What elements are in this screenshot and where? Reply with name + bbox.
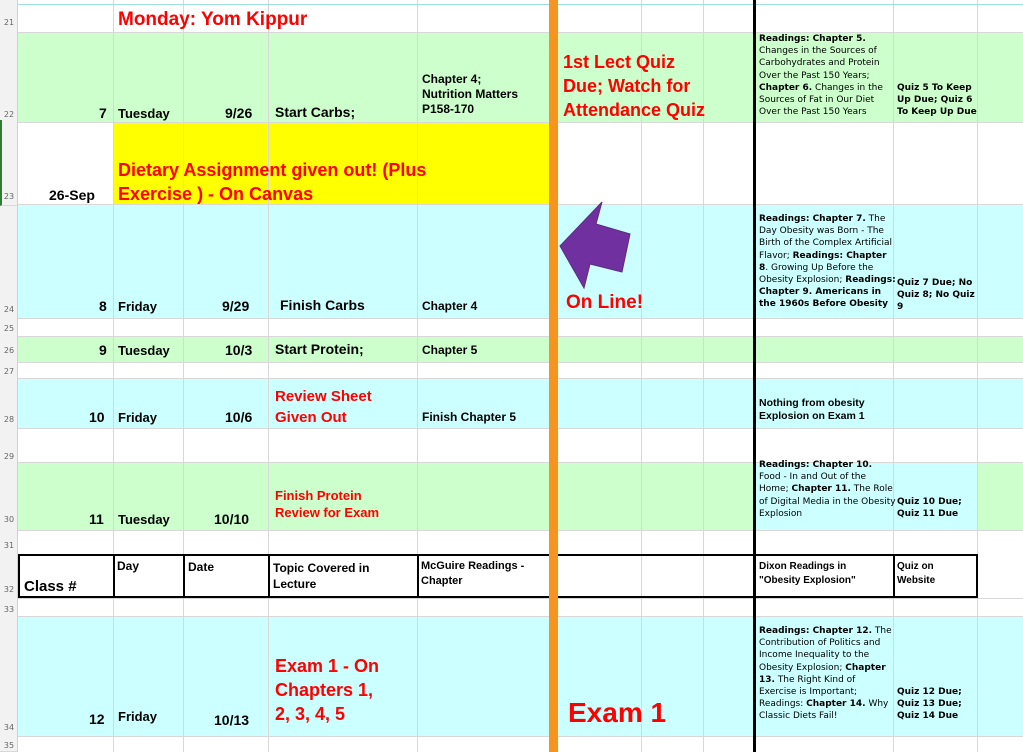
row-number[interactable]: 22 [3,110,15,119]
row-number[interactable]: 34 [3,723,15,732]
header-topic[interactable] [273,560,417,592]
quiz-cell[interactable] [897,496,977,520]
dixon-readings-cell[interactable] [759,213,899,311]
header-class[interactable]: Class # [24,578,77,595]
row-27-band [18,362,1023,378]
quiz-line: Quiz 12 Due; [897,687,962,697]
dixon-text: The [865,214,886,224]
dixon-line [759,250,899,262]
class-number-cell[interactable]: 9 [99,342,107,358]
header-line: Dixon Readings in [759,561,847,572]
day-cell[interactable]: Tuesday [118,106,170,121]
topic-line: Given Out [275,409,347,426]
date-cell[interactable]: 10/10 [214,511,250,527]
row-number[interactable]: 35 [3,741,15,750]
date-cell[interactable]: 9/29 [222,298,250,314]
day-cell[interactable]: Friday [118,299,158,314]
dixon-bold-text: Readings: [845,275,896,286]
dixon-line [759,298,899,310]
quiz-line: Up Due; Quiz 6 [897,95,973,106]
dixon-bold-text: Chapter 9. Americans in [759,287,882,298]
quiz-cell[interactable] [897,82,977,119]
day-cell[interactable]: Tuesday [118,512,170,527]
dixon-line [759,82,894,94]
dixon-line [759,649,899,661]
dixon-text: Changes in the Sources of [759,46,877,57]
dixon-line [759,94,894,106]
dixon-text: Birth of the Complex Artificial [759,238,892,249]
dixon-line [759,225,899,237]
dixon-line [759,213,899,225]
header-line: Lecture [273,577,317,591]
class-number-cell[interactable]: 8 [99,298,107,314]
dixon-bold-text: Chapter [845,662,886,673]
topic-cell[interactable] [275,654,420,726]
header-dixon[interactable] [759,560,893,588]
row-number[interactable]: 31 [3,541,15,550]
dixon-line: Explosion on Exam 1 [759,410,865,422]
day-cell[interactable]: Friday [118,709,158,724]
header-line: Quiz on [897,561,934,572]
quiz-cell[interactable] [897,277,979,314]
row-number[interactable]: 28 [3,415,15,424]
quiz-cell[interactable] [897,686,977,723]
row-29-band [18,428,1023,462]
dixon-text: The Role [850,484,893,495]
dixon-bold-text: 8 [759,262,766,273]
row-number[interactable]: 33 [3,605,15,614]
quiz-line: Quiz 10 Due; [897,497,962,507]
dixon-text: Income Inequality to the [759,650,870,661]
dixon-line [759,625,899,637]
row-number[interactable]: 32 [3,585,15,594]
dixon-line [759,237,899,249]
dixon-text: . Growing Up Before the [765,262,874,273]
dixon-line [759,674,899,686]
dixon-bold-text: Readings: Chapter 10. [759,460,873,470]
dixon-text: Changes in the [812,82,883,93]
quiz-line: Quiz 7 Due; No [897,278,973,288]
dixon-line [759,496,899,508]
topic-line: Review Sheet [275,388,372,405]
class-number-cell[interactable]: 12 [89,711,105,727]
row-33-band [18,598,1023,616]
quiz-line: Quiz 14 Due [897,711,959,722]
quiz-line: Quiz 11 Due [897,509,959,520]
header-day[interactable]: Day [117,559,140,573]
dixon-line [759,33,894,45]
topic-line: Chapters 1, [275,680,374,700]
topic-cell[interactable] [275,386,415,428]
dixon-text: Carbohydrates and Protein [759,58,880,69]
row-25-band [18,318,1023,336]
dixon-line [759,710,899,722]
exam-notice-cell[interactable]: Exam 1 [568,697,667,728]
dixon-text: Day Obesity was Born - The [759,226,884,237]
dixon-bold-text: Readings: Chapter [792,250,887,261]
dixon-text: Over the Past 150 Years; [759,70,870,81]
dixon-text: Exercise is Important; [759,687,858,698]
topic-line: Review for Exam [275,505,380,520]
dixon-text: Sources of Fat in Our Diet [759,95,875,106]
dixon-line [759,508,899,520]
dixon-line [759,262,899,274]
dixon-text: Classic Diets Fail! [759,711,838,722]
row-number[interactable]: 21 [3,18,15,27]
dixon-bold-text: Readings: Chapter 12. [759,626,873,636]
row-number[interactable]: 30 [3,515,15,524]
day-cell[interactable]: Tuesday [118,343,170,358]
quiz-line: Quiz 13 Due; [897,699,962,710]
dixon-line: Nothing from obesity [759,397,865,409]
header-line: Chapter [421,575,463,587]
notice-cell[interactable] [563,50,753,122]
notice-line: Attendance Quiz [563,100,706,120]
row-number[interactable]: 26 [3,346,15,355]
quiz-line: To Keep Up Due [897,107,977,118]
dixon-text: The [872,626,892,636]
online-notice-cell[interactable]: On Line! [566,292,644,313]
dixon-line [759,459,899,471]
header-date[interactable]: Date [188,560,215,574]
dixon-line [759,45,894,57]
row-number[interactable]: 29 [3,452,15,461]
header-line: McGuire Readings - [421,560,525,572]
dixon-bold-text: Readings: Chapter 7. [759,214,866,224]
dixon-text: Obesity Explosion; [759,662,846,673]
dixon-text: Contribution of Politics and [759,638,881,649]
dixon-readings-cell[interactable] [759,33,894,118]
topic-line: 2, 3, 4, 5 [275,704,346,724]
dixon-text: Explosion [759,508,803,519]
reading-cell[interactable]: Chapter 5 [422,343,478,357]
reading-cell[interactable]: Finish Chapter 5 [422,410,517,424]
class-number-cell[interactable]: 10 [89,409,105,425]
date-cell[interactable]: 10/6 [225,409,253,425]
dixon-line [759,106,894,118]
dixon-readings-cell[interactable] [759,397,894,423]
assignment-line: Exercise ) - On Canvas [118,184,314,204]
row-number[interactable]: 24 [3,305,15,314]
notice-line: Due; Watch for [563,76,691,96]
dixon-text: Readings: [759,699,807,710]
day-cell[interactable]: Friday [118,410,158,425]
date-cell[interactable]: 10/3 [225,342,253,358]
dixon-line [759,57,894,69]
quiz-line: Quiz 5 To Keep [897,83,972,93]
dixon-line [759,274,899,286]
dixon-line [759,70,894,82]
notice-line: 1st Lect Quiz [563,52,676,72]
dixon-text: The Right Kind of [774,674,856,685]
dixon-bold-text: Chapter 14. [806,699,866,710]
dixon-line [759,698,899,710]
black-divider [753,0,756,752]
quiz-line: 9 [897,302,904,313]
dixon-line [759,637,899,649]
header-readings[interactable] [421,559,549,589]
dixon-text: Over the Past 150 Years [759,107,867,118]
quiz-line: Quiz 8; No Quiz [897,290,975,301]
assignment-cell[interactable] [118,158,548,206]
dixon-bold-text: Chapter 6. [759,82,813,93]
reading-line: Nutrition Matters [422,87,518,101]
row-number[interactable]: 23 [3,192,15,201]
dixon-text: Obesity Explosion; [759,275,846,286]
date-cell[interactable]: 9/26 [225,105,253,121]
dixon-readings-cell[interactable] [759,625,899,723]
date-cell[interactable]: 10/13 [214,712,250,728]
dixon-bold-text: Readings: Chapter 5. [759,34,866,44]
header-line: Website [897,575,936,586]
dixon-bold-text: Chapter 11. [791,484,851,495]
dixon-line [759,471,899,483]
topic-cell[interactable]: Start Protein; [275,341,364,357]
assignment-line: Dietary Assignment given out! (Plus [118,160,427,180]
reading-cell[interactable]: Chapter 4 [422,299,478,313]
dixon-readings-cell[interactable] [759,459,899,520]
dixon-line [759,686,899,698]
dixon-text: Food - In and Out of the [759,472,867,483]
orange-divider [549,0,558,752]
dixon-text: Why [865,699,889,710]
purple-left-arrow-icon [556,198,632,292]
date-label-cell[interactable]: 26-Sep [49,187,95,203]
dixon-bold-text: 13. [759,674,775,685]
holiday-cell[interactable]: Monday: Yom Kippur [118,9,308,30]
dixon-text: of Digital Media in the Obesity [759,496,896,507]
reading-line: P158-170 [422,102,475,116]
row-31-band [18,530,1023,554]
topic-cell[interactable]: Start Carbs; [275,104,356,120]
class-number-cell[interactable]: 11 [89,511,104,527]
class-number-cell[interactable]: 7 [99,105,107,121]
header-quiz[interactable] [897,560,977,588]
dixon-line [759,662,899,674]
dixon-line [759,483,899,495]
dixon-text: Home; [759,484,792,495]
topic-line: Exam 1 - On [275,656,380,676]
header-line: "Obesity Explosion" [759,575,856,586]
reading-cell[interactable] [422,72,549,117]
dixon-line [759,286,899,298]
topic-line: Finish Protein [275,488,362,503]
topic-cell[interactable]: Finish Carbs [280,297,365,313]
row-number[interactable]: 25 [3,324,15,333]
row-number[interactable]: 27 [3,367,15,376]
dixon-text: Flavor; [759,250,793,261]
topic-cell[interactable] [275,487,415,521]
header-line: Topic Covered in [273,561,370,575]
row-35-band [18,736,1023,752]
reading-line: Chapter 4; [422,72,482,86]
dixon-bold-text: the 1960s Before Obesity [759,299,889,310]
